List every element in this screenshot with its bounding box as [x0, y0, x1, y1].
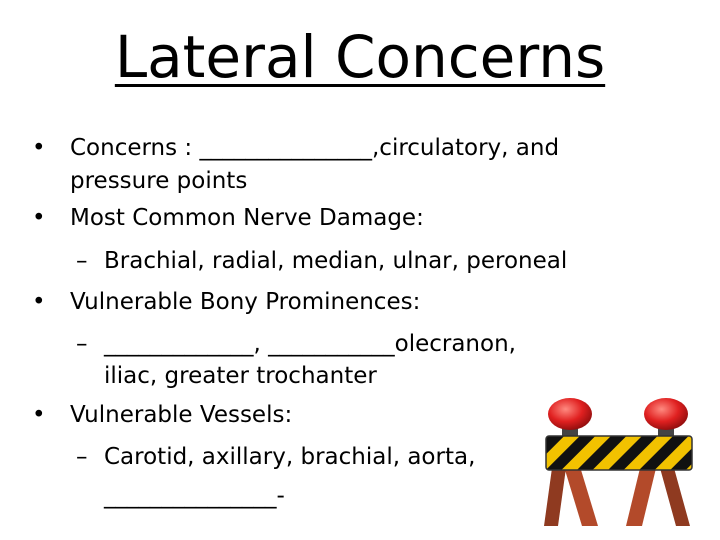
bullet-text: Vulnerable Bony Prominences: [70, 289, 421, 315]
sub-bullet-text: Brachial, radial, median, ulnar, peroneal [104, 248, 568, 274]
sub-bullet-marker: – [76, 331, 88, 357]
bullet-marker: • [32, 205, 46, 231]
barricade-icon [540, 398, 696, 530]
bullet-text: pressure points [70, 168, 248, 194]
bullet-marker: • [32, 289, 46, 315]
sub-bullet-text: _______________- [104, 483, 285, 509]
bullet-marker: • [32, 402, 46, 428]
bullet-text: Most Common Nerve Damage: [70, 205, 424, 231]
slide-title: Lateral Concerns [114, 23, 606, 91]
sub-bullet-text: _____________, ___________olecranon, [104, 331, 516, 357]
bullet-text: Vulnerable Vessels: [70, 402, 293, 428]
sub-bullet-text: iliac, greater trochanter [104, 363, 377, 389]
bullet-marker: • [32, 135, 46, 161]
sub-bullet-marker: – [76, 444, 88, 470]
sub-bullet-marker: – [76, 248, 88, 274]
sub-bullet-text: Carotid, axillary, brachial, aorta, [104, 444, 476, 470]
bullet-text: Concerns : _______________,circulatory, and [70, 135, 560, 161]
